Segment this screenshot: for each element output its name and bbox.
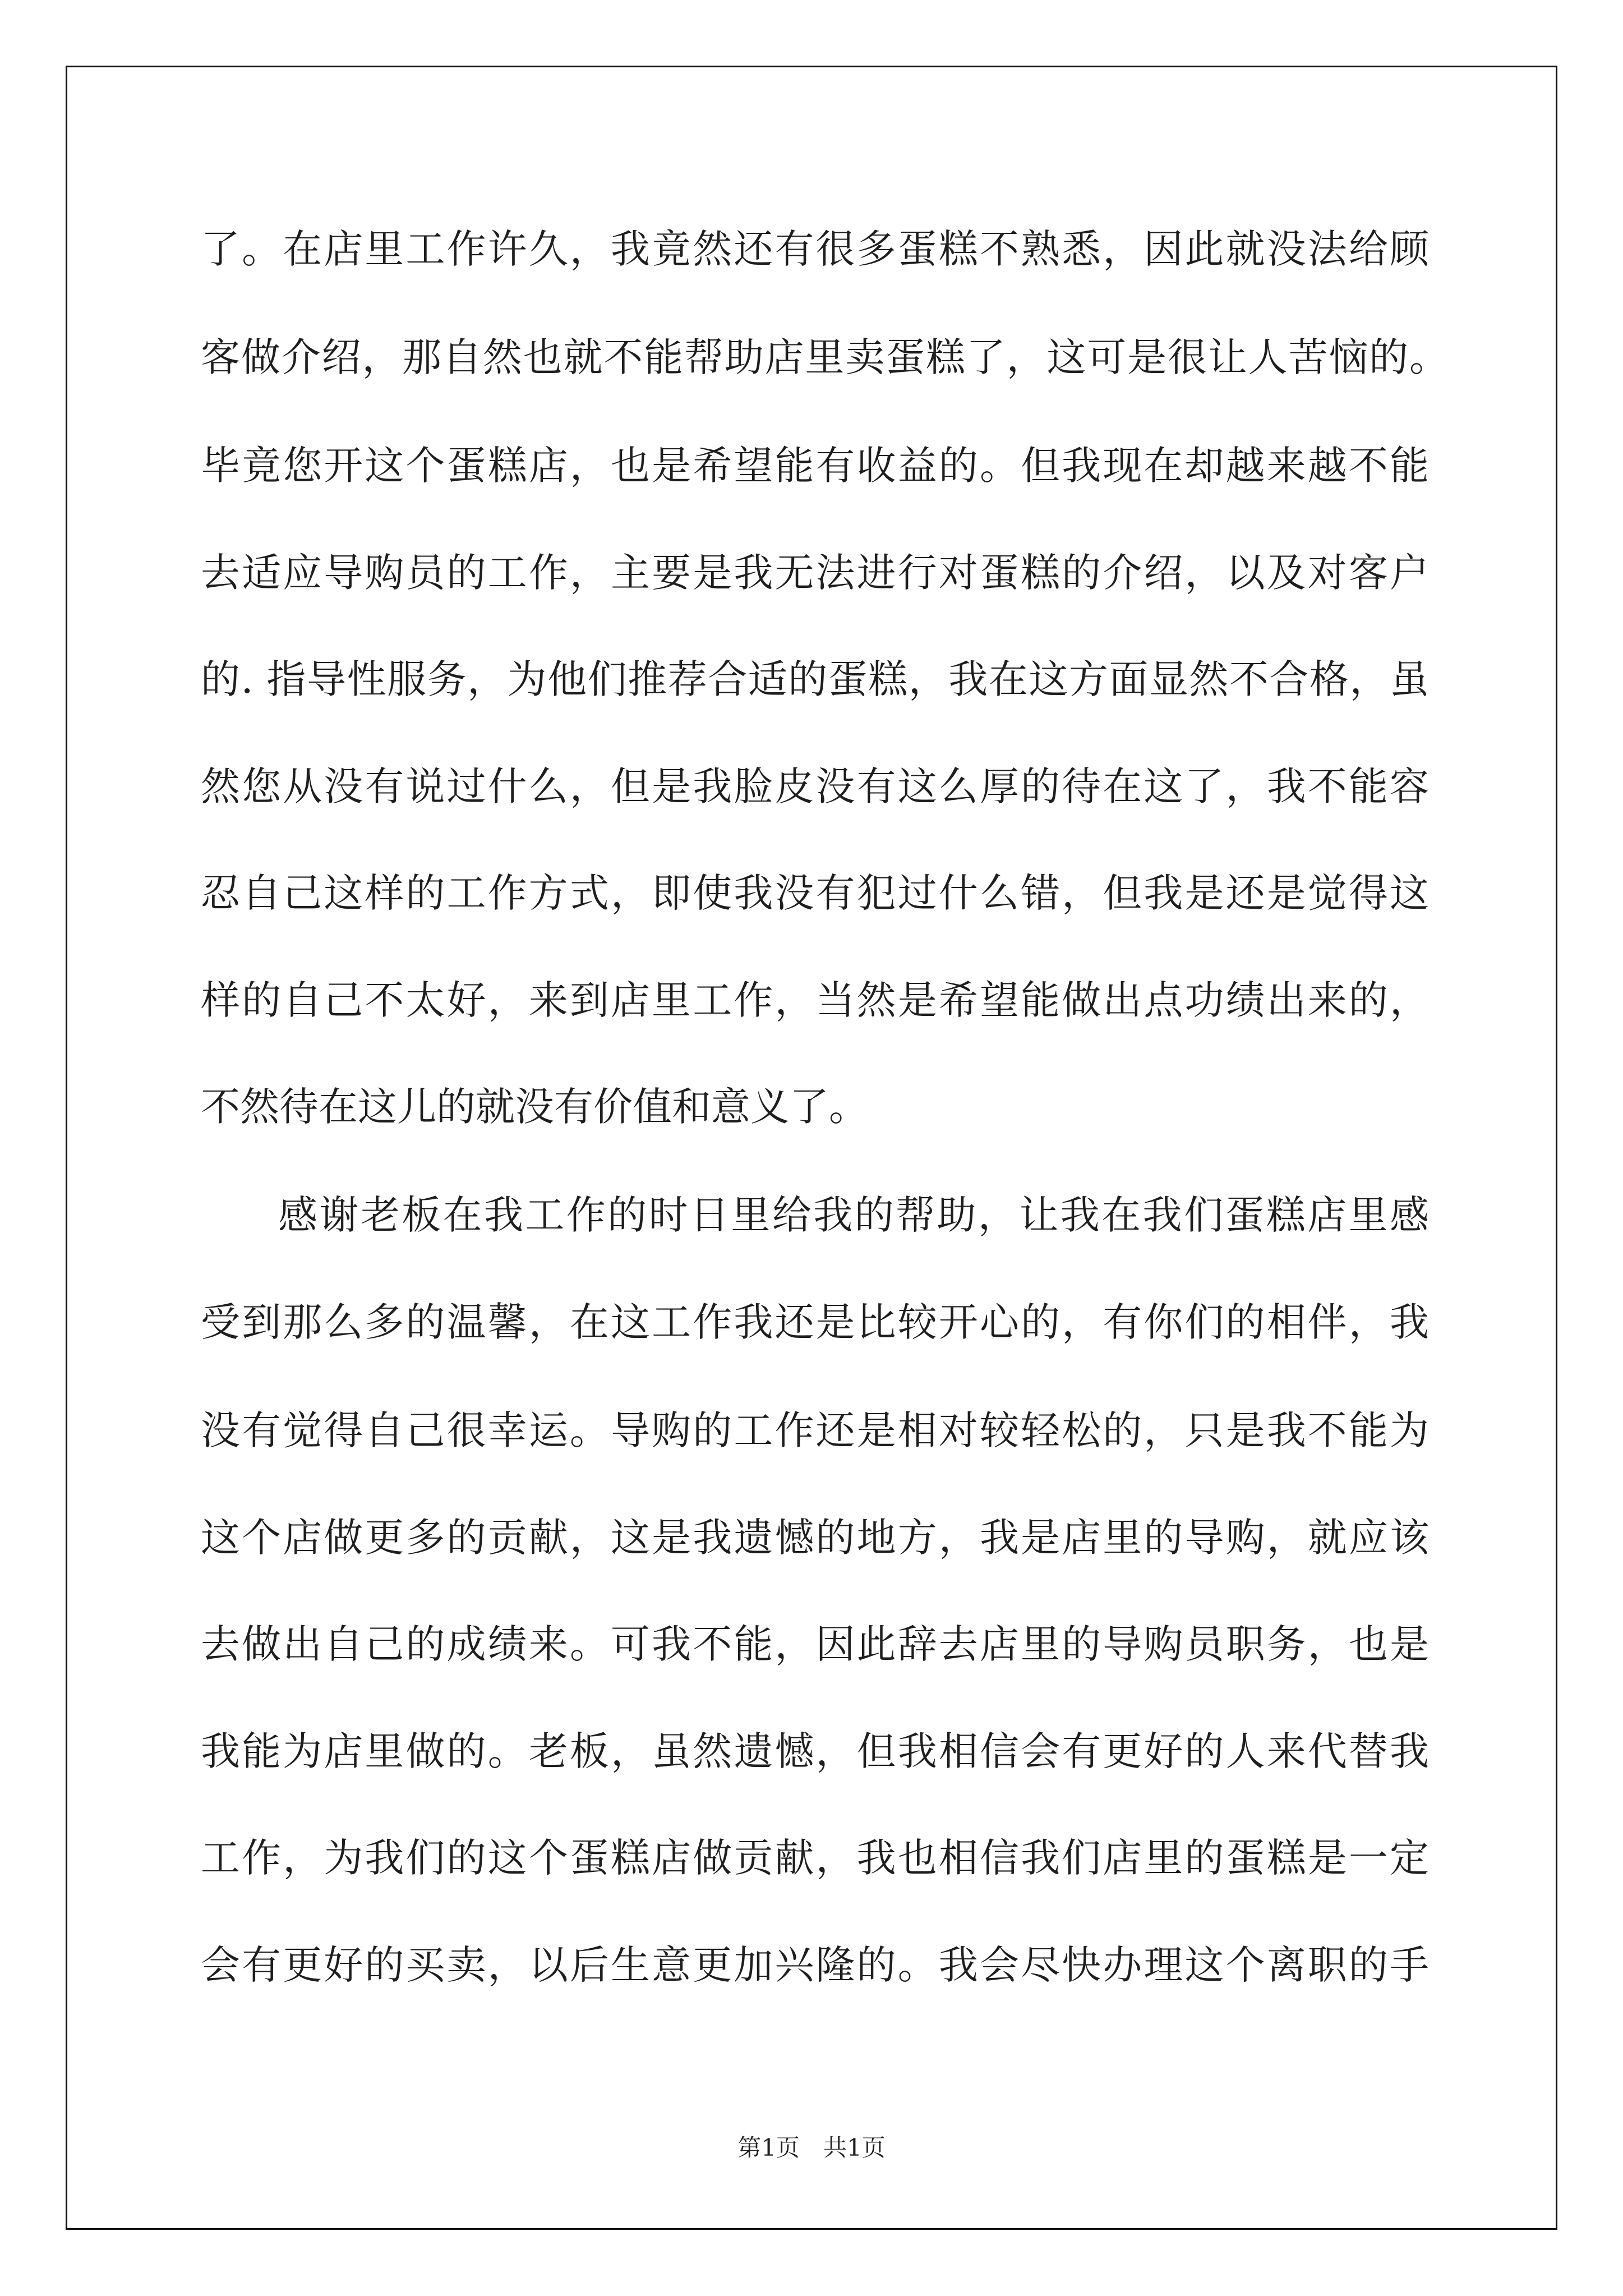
text-line: 我能为店里做的。老板，虽然遗憾，但我相信会有更好的人来代替我 (201, 1728, 1429, 1774)
page-frame (66, 66, 1557, 2230)
text-line: 工作，为我们的这个蛋糕店做贡献，我也相信我们店里的蛋糕是一定 (201, 1835, 1429, 1881)
text-line: 然您从没有说过什么，但是我脸皮没有这么厚的待在这了，我不能容 (201, 763, 1429, 809)
text-line: 样的自己不太好，来到店里工作，当然是希望能做出点功绩出来的， (201, 977, 1429, 1023)
text-line: 毕竟您开这个蛋糕店，也是希望能有收益的。但我现在却越来越不能 (201, 443, 1429, 489)
text-line: 忍自己这样的工作方式，即使我没有犯过什么错，但我是还是觉得这 (201, 870, 1429, 916)
text-line: 感谢老板在我工作的时日里给我的帮助，让我在我们蛋糕店里感 (278, 1192, 1429, 1238)
text-line: 去做出自己的成绩来。可我不能，因此辞去店里的导购员职务，也是 (201, 1621, 1429, 1667)
text-line: 不然待在这儿的就没有价值和意义了。 (201, 1084, 868, 1130)
text-line: 这个店做更多的贡献，这是我遗憾的地方，我是店里的导购，就应该 (201, 1515, 1429, 1561)
page-footer: 第1页 共1页 (737, 2134, 886, 2161)
text-line: 去适应导购员的工作，主要是我无法进行对蛋糕的介绍，以及对客户 (201, 550, 1429, 596)
text-line: 的. 指导性服务，为他们推荐合适的蛋糕，我在这方面显然不合格，虽 (201, 656, 1429, 702)
text-line: 客做介绍，那自然也就不能帮助店里卖蛋糕了，这可是很让人苦恼的。 (201, 334, 1449, 380)
text-line: 会有更好的买卖，以后生意更加兴隆的。我会尽快办理这个离职的手 (201, 1942, 1429, 1988)
text-line: 了。在店里工作许久，我竟然还有很多蛋糕不熟悉，因此就没法给顾 (201, 226, 1429, 272)
text-line: 没有觉得自己很幸运。导购的工作还是相对较轻松的，只是我不能为 (201, 1407, 1429, 1453)
text-line: 受到那么多的温馨，在这工作我还是比较开心的，有你们的相伴，我 (201, 1299, 1429, 1345)
